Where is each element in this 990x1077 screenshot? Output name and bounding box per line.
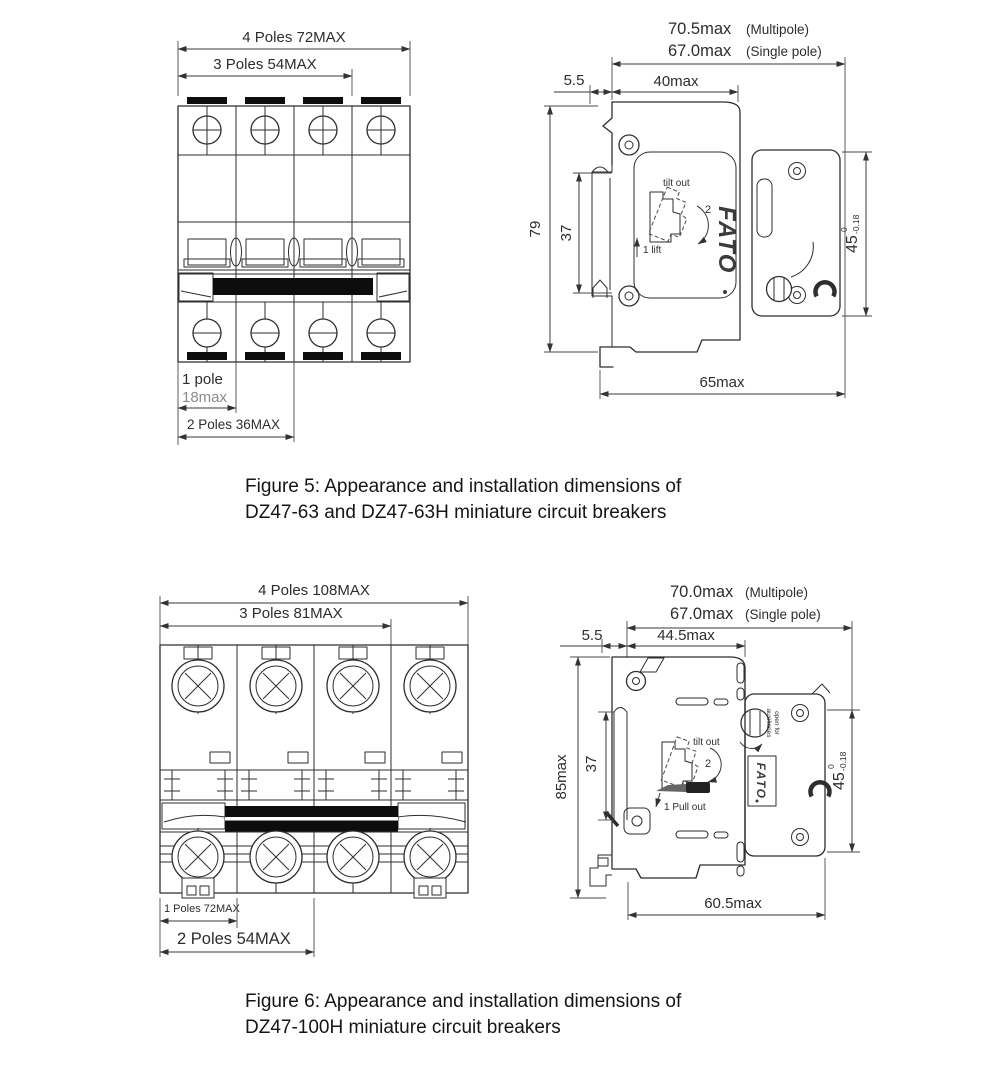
fig6-dim-plate-height: [826, 710, 860, 852]
pole-separators: [236, 106, 352, 362]
logo-dot: [756, 800, 759, 803]
dim-60-5max: 60.5max: [704, 895, 762, 912]
fig5-dim-base-depth: [600, 370, 845, 399]
dim-65max: 65max: [699, 374, 745, 391]
mounting-pictogram: [656, 737, 721, 813]
vent-wedge: [640, 658, 664, 672]
dim-label-1-pole: 1 Poles 72MAX: [164, 903, 240, 915]
dim-45-tol-low: -0.18: [838, 751, 848, 771]
dim-label-3-poles: 3 Poles 81MAX: [239, 605, 343, 622]
aux-note-line1: open for: [773, 711, 780, 735]
step-2-label: 2: [705, 758, 712, 770]
figure5-drawing: [0, 0, 990, 470]
lower-screw-boss: [624, 808, 650, 834]
side-screws: [627, 672, 646, 691]
dim-79: 79: [527, 220, 544, 238]
plate-cutout: [757, 179, 772, 237]
dim-label-1-pole: 1 pole: [182, 371, 223, 388]
figure5-caption: [245, 474, 805, 526]
dim-label-4-poles: 4 Poles 108MAX: [258, 582, 370, 599]
figure5-caption-line1: Figure 5: Appearance and installation dimensions of: [245, 476, 682, 497]
pull-out-label: 1 Pull out: [664, 802, 706, 813]
dim-85max: 85max: [553, 754, 570, 800]
slotted-screw: [767, 277, 792, 302]
fig6-dim-rail-slot: [583, 712, 614, 820]
handle-bar: [213, 278, 373, 295]
fig6-dim-base-depth: [628, 858, 825, 920]
dim-45-tol-high: 0: [839, 227, 849, 232]
din-rail-channel: [606, 708, 627, 827]
fig5-side-body: [592, 102, 740, 367]
tilt-out-label: tilt out: [663, 178, 690, 189]
figure6-drawing: [0, 560, 990, 1000]
din-rail-channel: [592, 165, 612, 347]
dim-label-3-poles: 3 Poles 54MAX: [213, 56, 317, 73]
dim-67-0max-note: (Single pole): [746, 44, 822, 59]
auxiliary-screw: [740, 709, 780, 749]
fig5-dim-depth-top: [612, 73, 738, 102]
dim-45-tol-high: 0: [826, 764, 836, 769]
dim-67-0max: 67.0max: [670, 605, 734, 623]
fig6-dim-depth-top: [627, 627, 745, 657]
fig6-dim-rail-offset: [560, 627, 627, 653]
fig5-dim-2-poles: [178, 417, 294, 437]
top-terminal-caps: [187, 97, 401, 104]
fig6-side-view: [553, 583, 860, 920]
figure5-caption-line2: DZ47-63 and DZ47-63H miniature circuit breakers: [245, 502, 667, 523]
fato-logo-text: FATO: [754, 762, 768, 800]
dim-label-4-poles: 4 Poles 72MAX: [242, 29, 346, 46]
fig6-front-view: [160, 582, 468, 957]
figure6-caption-line1: Figure 6: Appearance and installation dimensions of: [245, 991, 682, 1012]
latch-hook: [808, 779, 832, 803]
dim-45: 45: [831, 772, 848, 790]
fig5-breaker-front-body: [178, 97, 410, 362]
dim-67-0max: 67.0max: [668, 42, 732, 60]
fig6-side-body: [590, 657, 780, 886]
dim-37: 37: [583, 755, 600, 773]
dim-70-5max: 70.5max: [668, 20, 732, 38]
dim-37: 37: [558, 224, 575, 242]
dim-70-5max-note: (Multipole): [746, 22, 810, 37]
dim-70-0max: 70.0max: [670, 583, 734, 601]
plate-tab: [812, 684, 830, 694]
fig5-mounting-plate: [752, 150, 840, 316]
fig5-dim-1-pole: [178, 362, 294, 445]
fato-logo-text: FATO: [713, 206, 740, 274]
fig5-side-view: [527, 20, 872, 399]
dim-5-5: 5.5: [563, 72, 585, 89]
fig5-dim-rail-offset: [554, 72, 612, 104]
latch-hook: [813, 279, 837, 303]
dim-label-2-poles: 2 Poles 54MAX: [177, 930, 291, 948]
fig6-dim-2-poles: [160, 930, 314, 952]
fig5-front-view: [178, 29, 410, 445]
fig5-dim-plate-height: [839, 152, 872, 316]
fig5-dim-rail-slot: [558, 173, 612, 293]
lift-label: 1 lift: [643, 245, 662, 256]
fig6-dim-3-poles: [160, 605, 391, 645]
dim-45-tol-low: -0.18: [851, 214, 861, 234]
dim-44-5max: 44.5max: [657, 627, 715, 644]
dim-label-2-poles: 2 Poles 36MAX: [187, 417, 281, 432]
dim-40max: 40max: [653, 73, 699, 90]
pole-tabs: [210, 752, 462, 763]
fato-logo: [748, 756, 776, 806]
tilt-out-label: tilt out: [693, 737, 720, 748]
mounting-pictogram: [637, 178, 711, 257]
toggle-handle: [160, 803, 468, 832]
dim-45: 45: [844, 235, 861, 253]
step-2-label: 2: [705, 204, 712, 216]
fig6-dim-1-pole: [160, 898, 314, 957]
fig5-dim-3-poles: [178, 56, 352, 96]
logo-dot: [723, 290, 727, 294]
dim-5-5: 5.5: [581, 627, 603, 644]
aux-note-line2: auxiliaries: [765, 708, 772, 738]
figure6-caption-line2: DZ47-100H miniature circuit breakers: [245, 1017, 561, 1038]
dim-70-0max-note: (Multipole): [745, 585, 809, 600]
fig6-dim-height: [553, 657, 610, 898]
figure6-caption: [245, 989, 805, 1041]
dim-value-18max: 18max: [182, 389, 228, 406]
dim-67-0max-note: (Single pole): [745, 607, 821, 622]
fig6-breaker-front-body: [160, 645, 468, 898]
